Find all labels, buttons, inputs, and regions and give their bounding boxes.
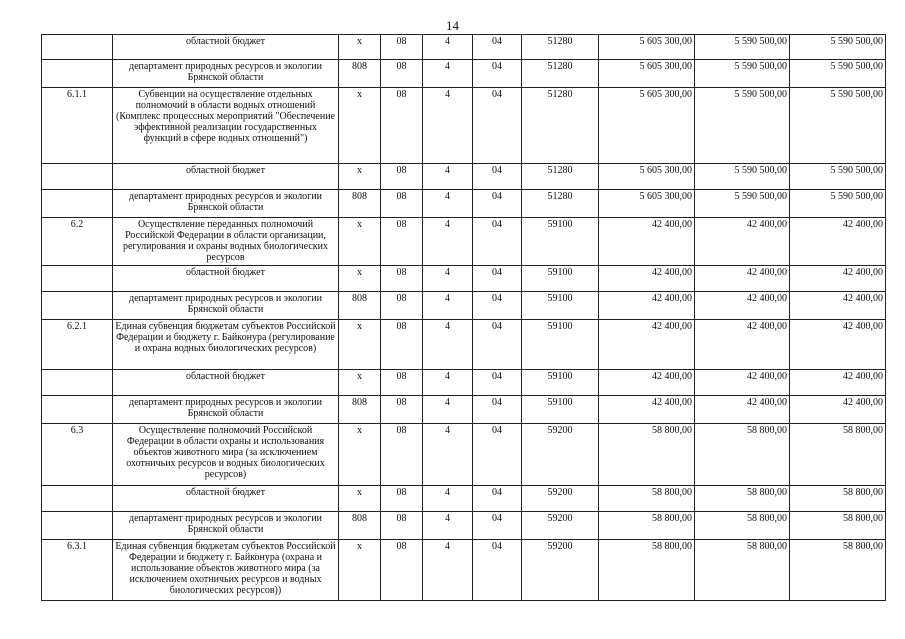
amount-3: 42 400,00 xyxy=(790,292,886,320)
amount-2: 58 800,00 xyxy=(695,512,790,540)
amount-1: 5 605 300,00 xyxy=(599,164,695,190)
grbs-cell: 808 xyxy=(339,60,381,88)
code4-cell: 04 xyxy=(473,292,522,320)
rz-cell: 08 xyxy=(381,540,423,601)
rz-cell: 08 xyxy=(381,292,423,320)
amount-1: 42 400,00 xyxy=(599,218,695,266)
pr-cell: 4 xyxy=(423,35,473,60)
grbs-cell: x xyxy=(339,370,381,396)
amount-3: 42 400,00 xyxy=(790,370,886,396)
amount-1: 58 800,00 xyxy=(599,486,695,512)
row-number xyxy=(42,396,113,424)
table-row xyxy=(42,396,886,424)
row-name: департамент природных ресурсов и экологии Брянской области xyxy=(113,190,339,218)
amount-3: 42 400,00 xyxy=(790,266,886,292)
amount-2: 5 590 500,00 xyxy=(695,60,790,88)
table-row xyxy=(42,424,886,486)
amount-2: 58 800,00 xyxy=(695,486,790,512)
amount-2: 42 400,00 xyxy=(695,320,790,370)
code4-cell: 04 xyxy=(473,396,522,424)
rz-cell: 08 xyxy=(381,320,423,370)
code5-cell: 51280 xyxy=(522,164,599,190)
amount-2: 58 800,00 xyxy=(695,424,790,486)
table-row xyxy=(42,320,886,370)
grbs-cell: x xyxy=(339,540,381,601)
pr-cell: 4 xyxy=(423,190,473,218)
code5-cell: 51280 xyxy=(522,190,599,218)
pr-cell: 4 xyxy=(423,292,473,320)
amount-1: 58 800,00 xyxy=(599,512,695,540)
row-number: 6.2 xyxy=(42,218,113,266)
amount-3: 5 590 500,00 xyxy=(790,35,886,60)
code5-cell: 59100 xyxy=(522,320,599,370)
code5-cell: 59200 xyxy=(522,486,599,512)
grbs-cell: 808 xyxy=(339,190,381,218)
amount-1: 58 800,00 xyxy=(599,540,695,601)
grbs-cell: 808 xyxy=(339,512,381,540)
code5-cell: 51280 xyxy=(522,60,599,88)
row-name: департамент природных ресурсов и экологии Брянской области xyxy=(113,512,339,540)
rz-cell: 08 xyxy=(381,60,423,88)
row-name: Осуществление полномочий Российской Федерации в области охраны и использования объектов животного мира (за исключением охотничьих ресурсов и водных биологических ресурсов) xyxy=(113,424,339,486)
code5-cell: 51280 xyxy=(522,35,599,60)
row-name: областной бюджет xyxy=(113,266,339,292)
row-number xyxy=(42,486,113,512)
amount-1: 42 400,00 xyxy=(599,292,695,320)
pr-cell: 4 xyxy=(423,320,473,370)
pr-cell: 4 xyxy=(423,396,473,424)
code5-cell: 59200 xyxy=(522,512,599,540)
amount-1: 58 800,00 xyxy=(599,424,695,486)
amount-2: 5 590 500,00 xyxy=(695,35,790,60)
code4-cell: 04 xyxy=(473,190,522,218)
row-name: департамент природных ресурсов и экологии Брянской области xyxy=(113,396,339,424)
pr-cell: 4 xyxy=(423,218,473,266)
table-row xyxy=(42,88,886,164)
rz-cell: 08 xyxy=(381,266,423,292)
row-name: областной бюджет xyxy=(113,164,339,190)
row-name: Единая субвенция бюджетам субъектов Российской Федерации и бюджету г. Байконура (охрана и использование объектов животного мира (за исключением охотничьих ресурсов и водных биологических ресурсов)) xyxy=(113,540,339,601)
rz-cell: 08 xyxy=(381,164,423,190)
grbs-cell: x xyxy=(339,35,381,60)
code5-cell: 59100 xyxy=(522,218,599,266)
row-number: 6.3.1 xyxy=(42,540,113,601)
amount-2: 5 590 500,00 xyxy=(695,190,790,218)
amount-2: 42 400,00 xyxy=(695,370,790,396)
amount-3: 5 590 500,00 xyxy=(790,164,886,190)
grbs-cell: x xyxy=(339,424,381,486)
code4-cell: 04 xyxy=(473,540,522,601)
code4-cell: 04 xyxy=(473,486,522,512)
grbs-cell: x xyxy=(339,266,381,292)
code4-cell: 04 xyxy=(473,320,522,370)
amount-3: 5 590 500,00 xyxy=(790,88,886,164)
amount-3: 58 800,00 xyxy=(790,540,886,601)
amount-2: 42 400,00 xyxy=(695,266,790,292)
row-number: 6.1.1 xyxy=(42,88,113,164)
code4-cell: 04 xyxy=(473,164,522,190)
row-name: Единая субвенция бюджетам субъектов Российской Федерации и бюджету г. Байконура (регулирование и охрана водных биологических ресурсов) xyxy=(113,320,339,370)
row-number xyxy=(42,512,113,540)
pr-cell: 4 xyxy=(423,164,473,190)
grbs-cell: x xyxy=(339,164,381,190)
code4-cell: 04 xyxy=(473,35,522,60)
table-row xyxy=(42,540,886,601)
code4-cell: 04 xyxy=(473,218,522,266)
code5-cell: 59100 xyxy=(522,292,599,320)
amount-2: 42 400,00 xyxy=(695,396,790,424)
code5-cell: 51280 xyxy=(522,88,599,164)
row-name: Субвенции на осуществление отдельных полномочий в области водных отношений (Комплекс процессных мероприятий "Обеспечение эффективной реализации государственных функций в сфере водных отношений") xyxy=(113,88,339,164)
amount-3: 58 800,00 xyxy=(790,424,886,486)
pr-cell: 4 xyxy=(423,540,473,601)
code4-cell: 04 xyxy=(473,60,522,88)
rz-cell: 08 xyxy=(381,35,423,60)
amount-3: 58 800,00 xyxy=(790,486,886,512)
amount-3: 58 800,00 xyxy=(790,512,886,540)
row-name: областной бюджет xyxy=(113,35,339,60)
budget-table xyxy=(41,34,886,601)
pr-cell: 4 xyxy=(423,512,473,540)
code5-cell: 59100 xyxy=(522,266,599,292)
row-name: департамент природных ресурсов и экологии Брянской области xyxy=(113,292,339,320)
amount-1: 5 605 300,00 xyxy=(599,190,695,218)
row-number xyxy=(42,370,113,396)
table-row xyxy=(42,292,886,320)
amount-1: 42 400,00 xyxy=(599,370,695,396)
page-number: 14 xyxy=(446,18,459,33)
amount-2: 42 400,00 xyxy=(695,218,790,266)
rz-cell: 08 xyxy=(381,88,423,164)
amount-3: 42 400,00 xyxy=(790,320,886,370)
amount-2: 5 590 500,00 xyxy=(695,164,790,190)
row-number xyxy=(42,35,113,60)
pr-cell: 4 xyxy=(423,266,473,292)
table-row xyxy=(42,486,886,512)
code4-cell: 04 xyxy=(473,370,522,396)
amount-1: 42 400,00 xyxy=(599,266,695,292)
grbs-cell: 808 xyxy=(339,292,381,320)
table-row xyxy=(42,190,886,218)
rz-cell: 08 xyxy=(381,396,423,424)
row-number xyxy=(42,60,113,88)
amount-1: 5 605 300,00 xyxy=(599,35,695,60)
code4-cell: 04 xyxy=(473,266,522,292)
amount-1: 5 605 300,00 xyxy=(599,88,695,164)
amount-1: 42 400,00 xyxy=(599,320,695,370)
pr-cell: 4 xyxy=(423,424,473,486)
rz-cell: 08 xyxy=(381,190,423,218)
table-row xyxy=(42,60,886,88)
pr-cell: 4 xyxy=(423,486,473,512)
grbs-cell: 808 xyxy=(339,396,381,424)
amount-2: 42 400,00 xyxy=(695,292,790,320)
grbs-cell: x xyxy=(339,486,381,512)
amount-3: 5 590 500,00 xyxy=(790,60,886,88)
rz-cell: 08 xyxy=(381,486,423,512)
amount-1: 5 605 300,00 xyxy=(599,60,695,88)
amount-3: 42 400,00 xyxy=(790,218,886,266)
grbs-cell: x xyxy=(339,320,381,370)
row-number xyxy=(42,292,113,320)
table-row xyxy=(42,218,886,266)
row-number xyxy=(42,190,113,218)
amount-2: 5 590 500,00 xyxy=(695,88,790,164)
amount-2: 58 800,00 xyxy=(695,540,790,601)
amount-3: 42 400,00 xyxy=(790,396,886,424)
grbs-cell: x xyxy=(339,88,381,164)
code5-cell: 59200 xyxy=(522,540,599,601)
rz-cell: 08 xyxy=(381,218,423,266)
row-number xyxy=(42,164,113,190)
pr-cell: 4 xyxy=(423,60,473,88)
table-row xyxy=(42,512,886,540)
pr-cell: 4 xyxy=(423,88,473,164)
row-number: 6.3 xyxy=(42,424,113,486)
code5-cell: 59100 xyxy=(522,370,599,396)
pr-cell: 4 xyxy=(423,370,473,396)
table-row xyxy=(42,266,886,292)
rz-cell: 08 xyxy=(381,370,423,396)
row-number: 6.2.1 xyxy=(42,320,113,370)
code5-cell: 59200 xyxy=(522,424,599,486)
code5-cell: 59100 xyxy=(522,396,599,424)
row-name: областной бюджет xyxy=(113,486,339,512)
code4-cell: 04 xyxy=(473,88,522,164)
amount-1: 42 400,00 xyxy=(599,396,695,424)
code4-cell: 04 xyxy=(473,512,522,540)
rz-cell: 08 xyxy=(381,424,423,486)
amount-3: 5 590 500,00 xyxy=(790,190,886,218)
code4-cell: 04 xyxy=(473,424,522,486)
row-name: областной бюджет xyxy=(113,370,339,396)
table-row xyxy=(42,370,886,396)
row-name: департамент природных ресурсов и экологии Брянской области xyxy=(113,60,339,88)
row-number xyxy=(42,266,113,292)
table-row xyxy=(42,164,886,190)
rz-cell: 08 xyxy=(381,512,423,540)
table-row xyxy=(42,35,886,60)
row-name: Осуществление переданных полномочий Российской Федерации в области организации, регулирования и охраны водных биологических ресурсов xyxy=(113,218,339,266)
grbs-cell: x xyxy=(339,218,381,266)
